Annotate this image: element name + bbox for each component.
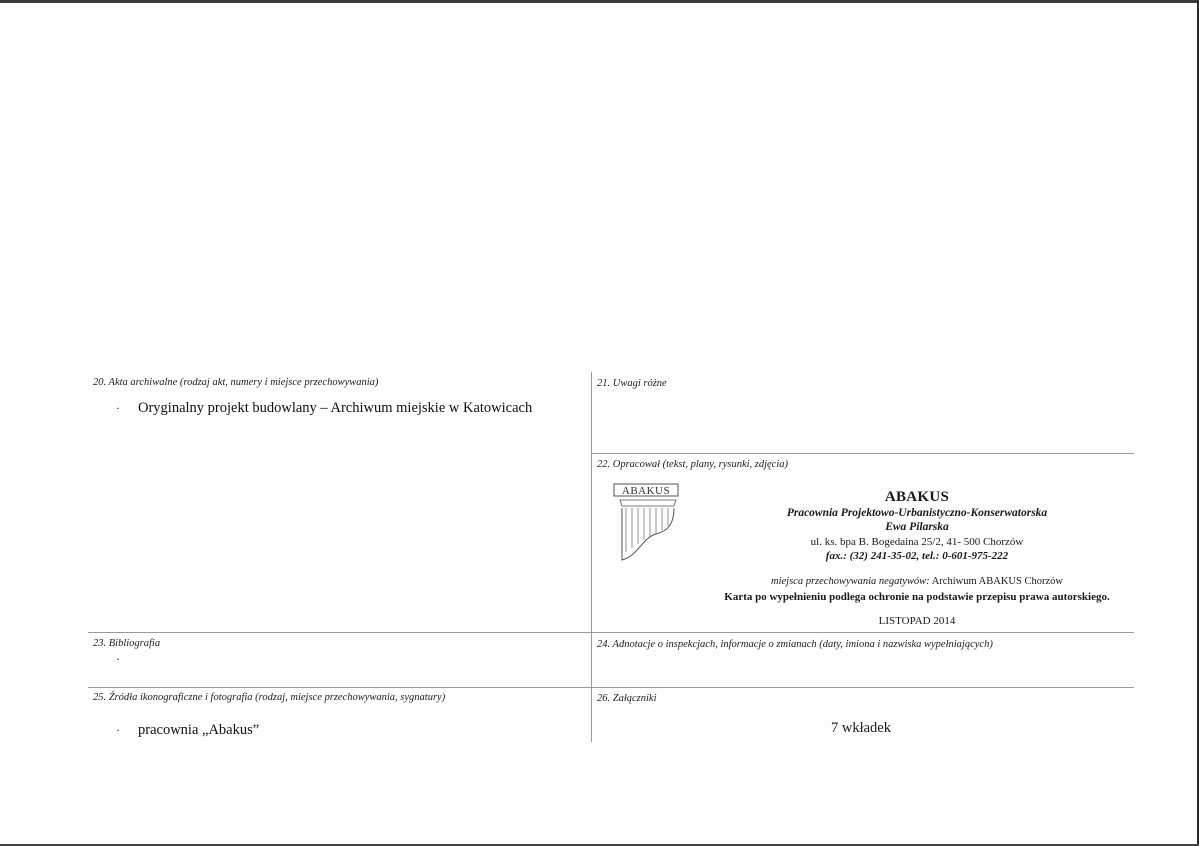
bullet-icon: · xyxy=(116,401,120,415)
section-23-item xyxy=(116,651,138,668)
company-person: Ewa Pilarska xyxy=(885,521,949,533)
company-contact: fax.: (32) 241-35-02, tel.: 0-601-975-222 xyxy=(825,550,1009,562)
section-22-label: 22. Opracował (tekst, plany, rysunki, zdjęcia) xyxy=(597,459,789,470)
bullet-icon: · xyxy=(116,723,120,737)
scan-edge-top xyxy=(0,0,1199,3)
row-divider-24-26 xyxy=(88,687,1134,688)
bullet-icon: · xyxy=(116,652,120,666)
company-type: Pracownia Projektowo-Urbanistyczno-Konserwatorska xyxy=(786,507,1048,519)
section-23-label: 23. Bibliografia xyxy=(93,638,161,649)
copyright-note: Karta po wypełnieniu podlega ochronie na podstawie przepisu prawa autorskiego. xyxy=(724,591,1110,603)
row-divider-22-24 xyxy=(88,632,1134,633)
logo-text: ABAKUS xyxy=(621,485,671,497)
section-20-item-text: Oryginalny projekt budowlany – Archiwum miejskie w Katowicach xyxy=(138,400,533,416)
section-25-label: 25. Źródła ikonograficzne i fotografia (rodzaj, miejsce przechowywania, sygnatury) xyxy=(93,692,446,703)
section-26-label: 26. Załączniki xyxy=(597,693,657,704)
abakus-logo xyxy=(612,482,682,566)
section-20-item xyxy=(116,400,532,417)
negatives-value: Archiwum ABAKUS Chorzów xyxy=(931,576,1063,587)
company-address: ul. ks. bpa B. Bogedaina 25/2, 41- 500 Chorzów xyxy=(810,536,1024,548)
row-divider-21-22 xyxy=(592,453,1134,454)
section-25-item xyxy=(116,722,259,739)
negatives-label: miejsca przechowywania negatywów: xyxy=(771,576,930,587)
section-21-label: 21. Uwagi różne xyxy=(597,378,667,389)
negatives-storage xyxy=(771,576,1063,587)
compile-date: LISTOPAD 2014 xyxy=(878,615,956,627)
section-25-item-text: pracownia „Abakus” xyxy=(138,722,260,738)
section-20-label: 20. Akta archiwalne (rodzaj akt, numery i miejsce przechowywania) xyxy=(93,377,379,388)
section-24-label: 24. Adnotacje o inspekcjach, informacje o zmianach (daty, imiona i nazwiska wypełniających) xyxy=(597,639,993,650)
attachments-value: 7 wkładek xyxy=(831,720,891,736)
company-name: ABAKUS xyxy=(884,489,950,505)
